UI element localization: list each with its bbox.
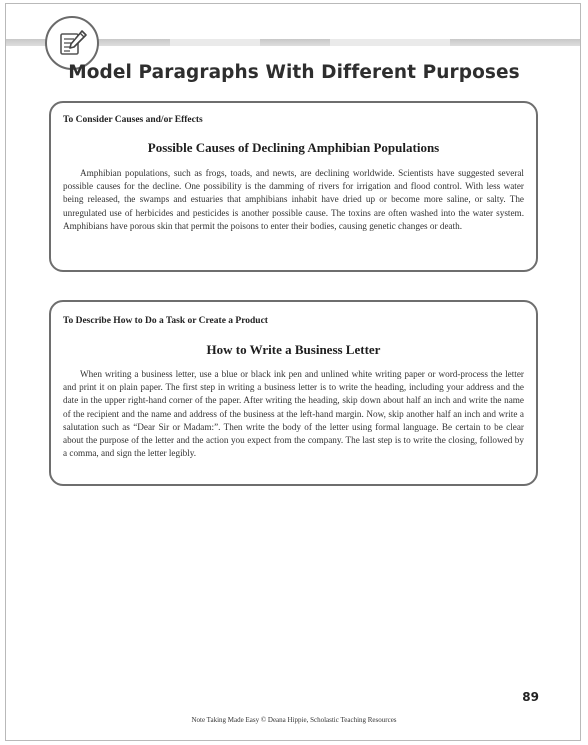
box-paragraph: Amphibian populations, such as frogs, toads, and newts, are declining worldwide. Scientists have suggested several possible causes for the decline. One possibility is the damming of rivers for irrigation and flood control. With less water being released, the swamps and estuaries that amphibians inhabit have dried up or become more saline, or salty. The unregulated use of herbicides and pesticides is another possible cause. The toxins are often washed into the water system. Amphibians have porous skin that permit the poisons to enter their bodies, causing genetic changes or death. (63, 168, 524, 231)
box-paragraph: When writing a business letter, use a blue or black ink pen and unlined white writing paper or word-process the letter and print it on plain paper. The first step in writing a business letter is to write the heading, including your address and the date in the upper right-hand corner of the paper. After writing the heading, skip down about half an inch and write the name of the recipient and the name and address of the business at the left-hand margin. Now, skip another half an inch and write a salutation such as “Dear Sir or Madam:”. Then write the body of the letter using formal language. Be certain to be clear about the purpose of the letter and the action you expect from the company. The last step is to write the closing, followed by a comma, and sign the letter legibly. (63, 369, 524, 459)
header-bar-segment (330, 39, 450, 46)
copyright-footer: Note Taking Made Easy © Deana Hippie, Scholastic Teaching Resources (191, 716, 397, 724)
paragraph-box-causes-effects (49, 101, 538, 272)
paragraph-box-how-to (49, 300, 538, 486)
box-purpose-label: To Consider Causes and/or Effects (63, 115, 203, 125)
page-number: 89 (522, 690, 539, 704)
box-purpose-label: To Describe How to Do a Task or Create a Product (63, 316, 268, 326)
page-title: Model Paragraphs With Different Purposes (68, 62, 520, 83)
box-heading: Possible Causes of Declining Amphibian Populations (147, 140, 440, 155)
box-heading: How to Write a Business Letter (206, 342, 381, 357)
header-bar-segment (170, 39, 260, 46)
